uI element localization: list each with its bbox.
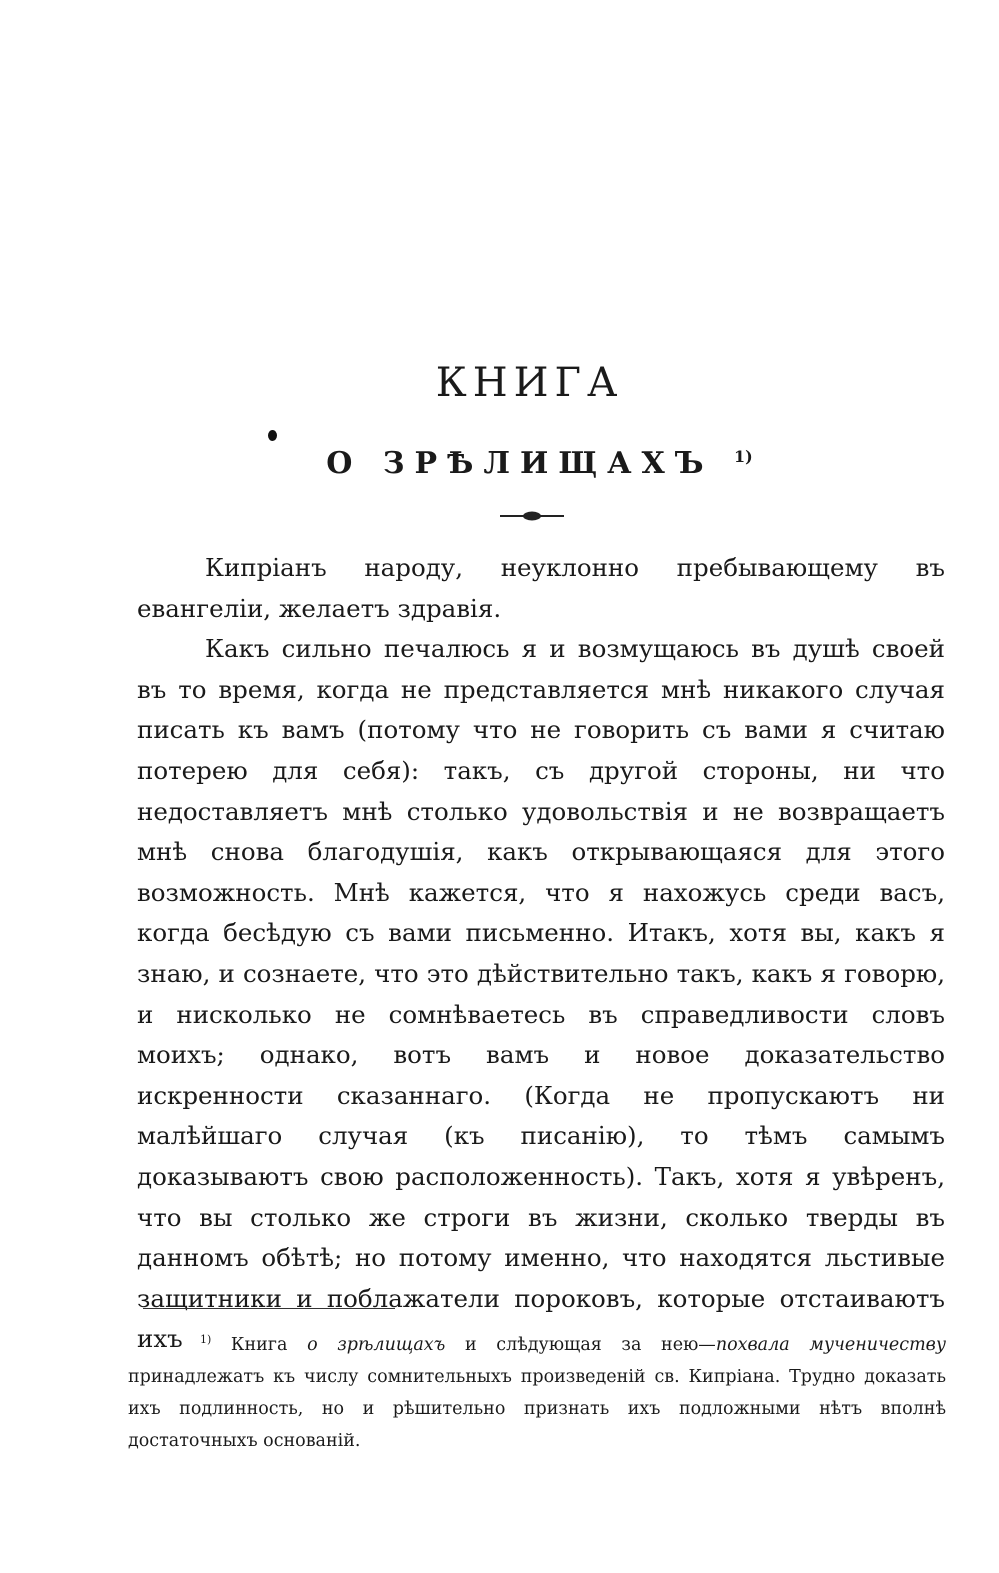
footnote-marker: 1) [200,1333,212,1346]
subtitle-footnote-ref: 1) [734,447,753,466]
page-subtitle [0,446,999,481]
subtitle-text: О ЗРѢЛИЩАХЪ [326,446,714,481]
footnote-text-middle: и слѣдующая за нею— [445,1334,716,1355]
page-title: КНИГА [435,360,624,406]
body-text [137,548,945,1360]
footnote-second-italic: похвала мученичеству [715,1334,946,1355]
ornament-divider-icon [498,508,566,524]
paragraph-main: Какъ сильно печалюсь я и возмущаюсь въ душѣ своей въ то время, когда не представляется мнѣ никакого случая писать къ вамъ (потому что не говорить съ вами я считаю потерею для себя): такъ, съ другой стороны, ни что недоставляетъ мнѣ столько удовольствія и не возвращаетъ мнѣ снова благодушія, какъ открывающаяся для этого возможность. Мнѣ кажется, что я нахожусь среди васъ, когда бесѣдую съ вами письменно. Итакъ, хотя вы, какъ я знаю, и сознаете, что это дѣйствительно такъ, какъ я говорю, и нисколько не сомнѣваетесь въ справедливости словъ моихъ; однако, вотъ вамъ и новое доказательство искренности сказаннаго. (Когда не пропускаютъ ни малѣйшаго случая (къ писанію), то тѣмъ самымъ доказываютъ свою расположенность). Такъ, хотя я увѣренъ, что вы столько же строги въ жизни, сколько тверды въ данномъ обѣтѣ; но потому именно, что находятся льстивые защитники и поблажатели пороковъ, которые отстаиваютъ ихъ [137,634,945,1354]
footnote-separator [143,1308,395,1309]
ink-spot [268,430,277,441]
footnote-title-italic: о зрѣлищахъ [307,1334,446,1355]
footnote [128,1324,946,1457]
footnote-text-after: принадлежатъ къ числу сомнительныхъ произведеній св. Кипріана. Трудно доказать ихъ подлинность, но и рѣшительно признать ихъ подложными нѣтъ вполнѣ достаточныхъ основаній. [128,1366,946,1451]
footnote-text-before: Книга [211,1334,308,1355]
paragraph-greeting: Кипріанъ народу, неуклонно пребывающему въ евангеліи, желаетъ здравія. [137,553,945,623]
